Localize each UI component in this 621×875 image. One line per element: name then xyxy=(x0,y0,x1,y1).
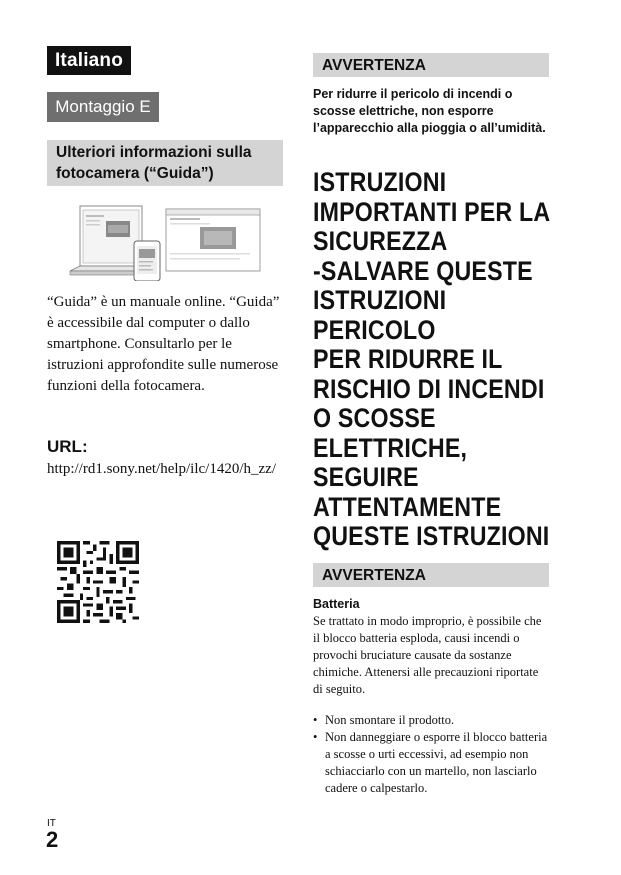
page-language-code: IT xyxy=(47,818,56,829)
laptop-smartphone-illustration xyxy=(68,203,264,281)
guide-description: “Guida” è un manuale online. “Guida” è accessibile dal computer o dallo smartphone. Consultarlo per le istruzioni approfondite sulle numerose funzioni della fotocamera. xyxy=(47,294,280,394)
qr-code xyxy=(57,541,139,623)
warning-header-battery: AVVERTENZA xyxy=(313,563,549,587)
bullet-icon: • xyxy=(313,730,318,744)
page-number: 2 xyxy=(46,827,59,852)
battery-precautions-list xyxy=(313,712,550,797)
language-tab: Italiano xyxy=(47,46,131,75)
mount-type-tab: Montaggio E xyxy=(47,92,159,122)
safety-instructions-title: ISTRUZIONI IMPORTANTI PER LA SICUREZZA -SALVARE QUESTE ISTRUZIONI PERICOLO PER RIDURRE IL RISCHIO DI INCENDI O SCOSSE ELETTRICHE, SEGUIRE ATTENTAMENTE QUESTE ISTRUZIONI xyxy=(313,167,551,551)
list-item xyxy=(313,729,550,797)
bullet-icon: • xyxy=(313,713,318,727)
warning-header: AVVERTENZA xyxy=(313,53,549,77)
guide-url[interactable]: http://rd1.sony.net/help/ilc/1420/h_zz/ xyxy=(47,461,276,477)
list-item-text: Non danneggiare o esporre il blocco batteria a scosse o urti eccessivi, ad esempio non schiacciarlo con un martello, non lasciarlo cadere o calpestarlo. xyxy=(325,730,548,795)
list-item-text: Non smontare il prodotto. xyxy=(325,713,455,727)
list-item xyxy=(313,712,550,729)
guide-info-header: Ulteriori informazioni sulla fotocamera (“Guida”) xyxy=(47,140,283,186)
url-label: URL: xyxy=(47,437,88,456)
battery-title: Batteria xyxy=(313,597,360,611)
warning-intro-text: Per ridurre il pericolo di incendi o scosse elettriche, non esporre l’apparecchio alla pioggia o all’umidità. xyxy=(313,87,546,135)
battery-warning-text: Se trattato in modo improprio, è possibile che il blocco batteria esploda, causi incendi o provochi bruciature causate da sostanze chimiche. Attenersi alle precauzioni riportate di seguito. xyxy=(313,614,542,696)
